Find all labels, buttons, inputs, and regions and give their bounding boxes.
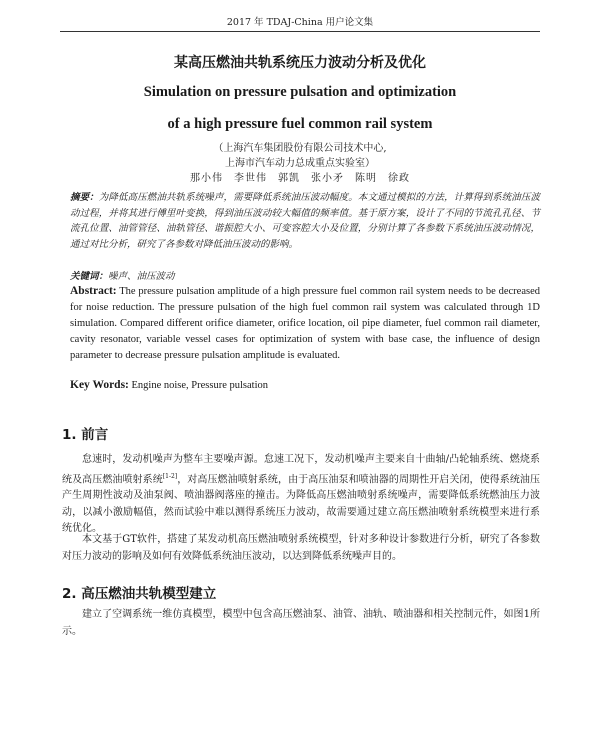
section1-paragraph1 — [62, 452, 540, 538]
citation-ref: [1-2] — [162, 472, 178, 480]
keywords-english — [70, 379, 540, 391]
abstract-chinese-text: 为降低高压燃油共轨系统噪声，需要降低系统油压波动幅度。本文通过模拟的方法，计算得到系统油压波动过程，并将其进行傅里叶变换，得到油压波动较大幅值的频率值。基于原方案，设计了不同的节流孔孔径、节流孔位置、油管管径、油轨管径、谐振腔大小、可变容腔大小及位置，分别计算了各参数下系统油压波动情况，通过对比分析，研究了各参数对降低油压波动的影响。 — [70, 192, 540, 250]
abstract-english-label: Abstract: — [70, 285, 117, 297]
paper-title-english-line2: of a high pressure fuel common rail system — [167, 116, 433, 132]
keywords-english-label: Key Words: — [70, 379, 129, 391]
keywords-chinese-label: 关键词： — [70, 271, 109, 282]
paragraph-text: ，对高压燃油喷射系统，由于高压油泵和喷油器的周期性开启关闭，使得系统油压产生周期性波动及油泵阀、喷油器阀落座的撞击。为降低高压燃油喷射系统噪声，需要降低系统燃油压力波动，以减小激励幅值，然而试验中难以测得系统压力波动，故需要通过建立高压燃油喷射系统模型来进行系统优化。 — [62, 473, 541, 535]
paper-title-chinese: 某高压燃油共轨系统压力波动分析及优化 — [174, 55, 426, 71]
author-list: 那小伟 李世伟 郭凯 张小矛 陈明 徐政 — [190, 173, 410, 184]
affiliation-line1: （上海汽车集团股份有限公司技术中心, — [213, 143, 387, 154]
running-header: 2017 年 TDAJ-China 用户论文集 — [60, 14, 540, 32]
abstract-chinese — [70, 190, 540, 252]
section1-paragraph2: 本文基于GT软件，搭建了某发动机高压燃油喷射系统模型，针对多种设计参数进行分析，研究了各参数对压力波动的影响及如何有效降低系统油压波动，以达到降低系统噪声目的。 — [62, 534, 540, 562]
paragraph-text: 怠速时，发动机噪声为整车主要噪声源。怠速工况下，发动机噪声主要来自十曲轴/凸轮轴系统、燃烧系统及高压燃油喷射系统 — [62, 454, 540, 485]
abstract-english — [70, 283, 540, 364]
affiliation-line2: 上海市汽车动力总成重点实验室） — [225, 158, 375, 169]
section-heading-model: 2. 高压燃油共轨模型建立 — [62, 586, 217, 602]
abstract-english-text: The pressure pulsation amplitude of a high pressure fuel common rail system needs to be decreased for noise reduction. The pressure pulsation of the high fuel common rail system was calculated through 1D simulation. Compared different orifice diameter, orifice location, oil pipe diameter, fuel common rail diameter, cavity resonator, variable vessel cases for optimization of system with base case, the influence of design parameter to decrease pressure pulsation amplitude is evaluated. — [70, 286, 540, 361]
paper-title-english-line1: Simulation on pressure pulsation and optimization — [143, 84, 457, 100]
keywords-chinese — [70, 268, 540, 282]
keywords-chinese-text: 噪声、油压波动 — [108, 271, 175, 282]
abstract-chinese-label: 摘要： — [70, 192, 99, 203]
section2-paragraph1: 建立了空调系统一维仿真模型，模型中包含高压燃油泵、油管、油轨、喷油器和相关控制元件，如图1所示。 — [62, 609, 540, 637]
keywords-english-text: Engine noise, Pressure pulsation — [128, 380, 268, 391]
section-heading-introduction: 1. 前言 — [62, 427, 109, 443]
